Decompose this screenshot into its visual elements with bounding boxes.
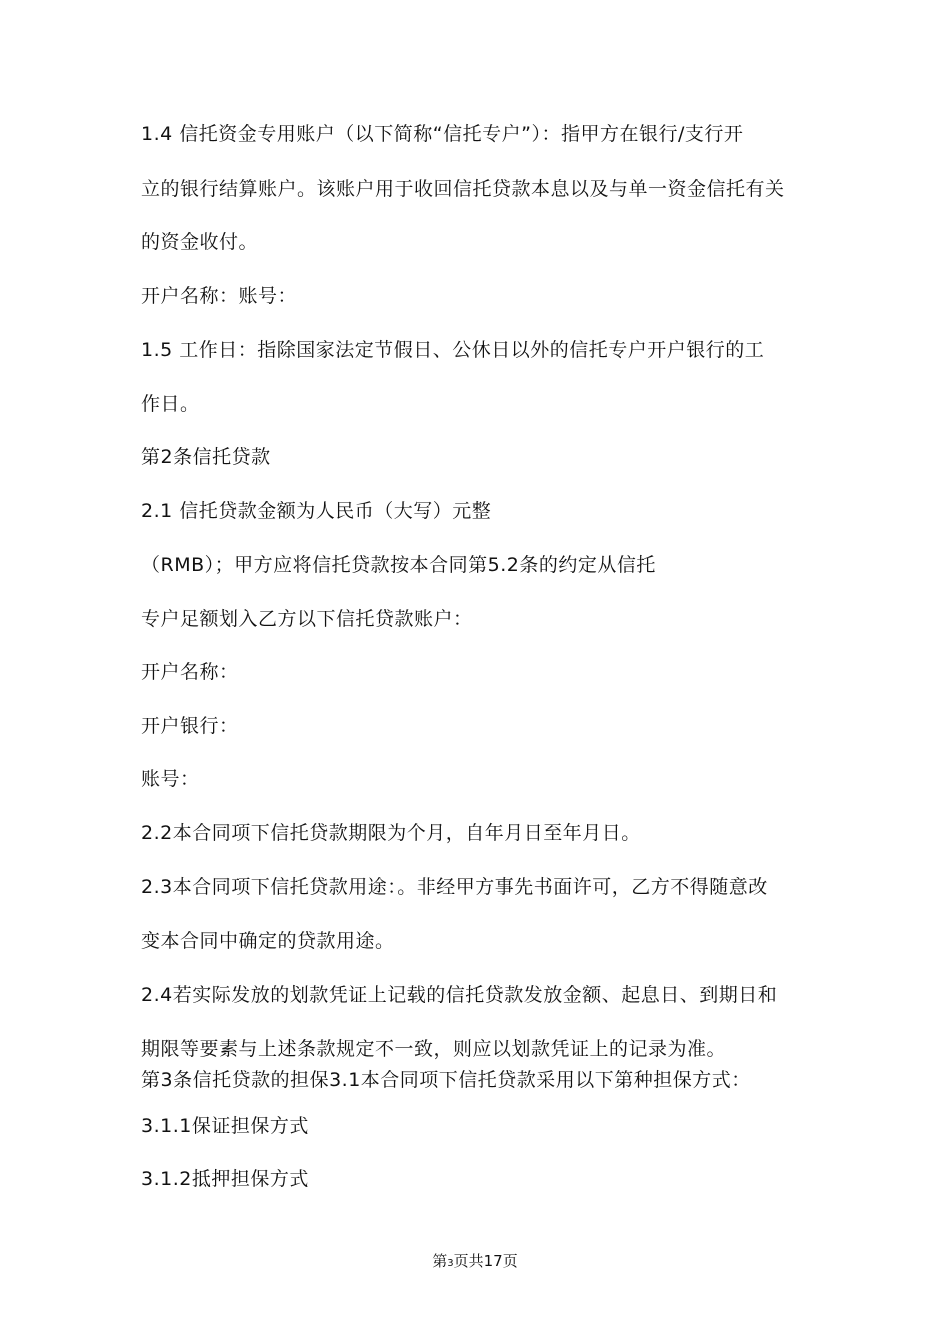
text-line: （RMB）；甲方应将信托贷款按本合同第5.2条的约定从信托: [141, 554, 656, 576]
text-line: 开户名称：账号：: [141, 285, 298, 307]
section-heading: 第2条信托贷款: [141, 446, 271, 468]
section-heading: 第3条信托贷款的担保3.1本合同项下信托贷款采用以下第种担保方式：: [141, 1069, 751, 1091]
footer-prefix: 第: [432, 1252, 448, 1270]
text-line: 2.3本合同项下信托贷款用途：。非经甲方事先书面许可，乙方不得随意改: [141, 876, 768, 898]
text-line: 账号：: [141, 768, 200, 790]
text-line: 开户银行：: [141, 715, 239, 737]
text-line: 3.1.2抵押担保方式: [141, 1168, 309, 1190]
footer-suffix: 页: [502, 1252, 518, 1270]
text-line: 1.4 信托资金专用账户（以下简称“信托专户”）：指甲方在银行/支行开: [141, 123, 744, 145]
footer-middle: 页共: [453, 1252, 484, 1270]
text-line: 1.5 工作日：指除国家法定节假日、公休日以外的信托专户开户银行的工: [141, 339, 765, 361]
footer-page-number: 3: [447, 1258, 454, 1269]
text-line: 变本合同中确定的贷款用途。: [141, 930, 395, 952]
text-line: 期限等要素与上述条款规定不一致，则应以划款凭证上的记录为准。: [141, 1038, 727, 1060]
text-line: 2.2本合同项下信托贷款期限为个月，自年月日至年月日。: [141, 822, 641, 844]
text-line: 3.1.1保证担保方式: [141, 1115, 309, 1137]
text-line: 开户名称：: [141, 661, 239, 683]
text-line: 专户足额划入乙方以下信托贷款账户：: [141, 608, 473, 630]
text-line: 作日。: [141, 393, 200, 415]
text-line: 的资金收付。: [141, 231, 259, 253]
text-line: 2.1 信托贷款金额为人民币（大写）元整: [141, 500, 492, 522]
footer-total-pages: 17: [483, 1252, 503, 1270]
text-line: 立的银行结算账户。该账户用于收回信托贷款本息以及与单一资金信托有关: [141, 178, 785, 200]
text-line: 2.4若实际发放的划款凭证上记载的信托贷款发放金额、起息日、到期日和: [141, 984, 778, 1006]
page-footer: [0, 1251, 950, 1274]
